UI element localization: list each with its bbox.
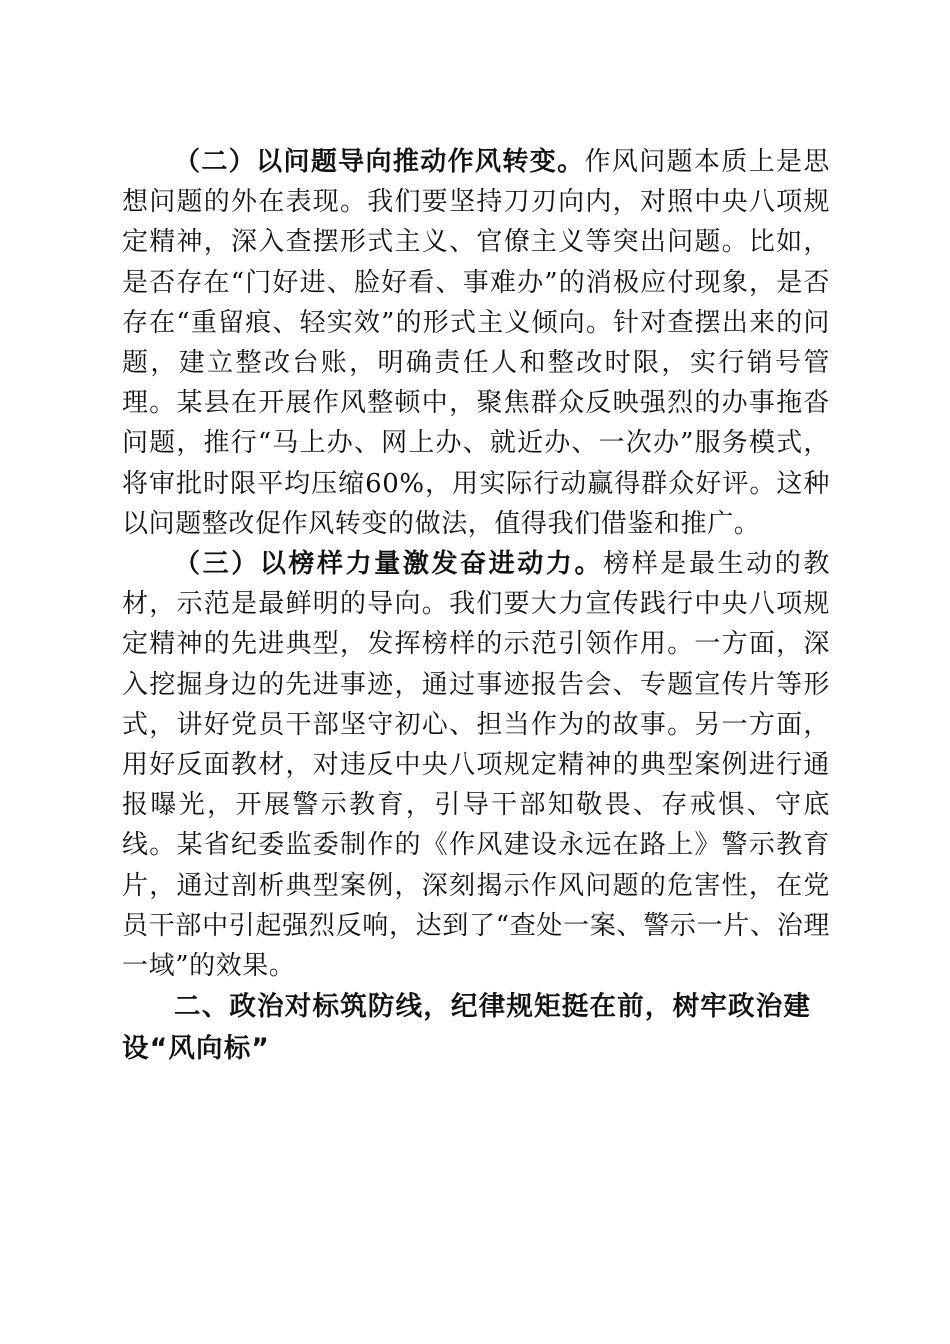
document-body xyxy=(122,142,830,1070)
paragraph-section-2 xyxy=(122,142,830,544)
paragraph-lead-section-3: （三）以榜样力量激发奋进动力。 xyxy=(174,549,604,580)
paragraph-lead-section-2: （二）以问题导向推动作风转变。 xyxy=(174,147,585,177)
paragraph-body-section-3: 榜样是最生动的教材，示范是最鲜明的导向。我们要大力宣传践行中央八项规定精神的先进典型，发挥榜样的示范引领作用。一方面，深入挖掘身边的先进事迹，通过事迹报告会、专题宣传片等形式，讲好党员干部坚守初心、担当作为的故事。另一方面，用好反面教材，对违反中央八项规定精神的典型案例进行通报曝光，开展警示教育，引导干部知敬畏、存戒惧、守底线。某省纪委监委制作的《作风建设永远在路上》警示教育片，通过剖析典型案例，深刻揭示作风问题的危害性，在党员干部中引起强烈反响，达到了“查处一案、警示一片、治理一域”的效果。 xyxy=(122,549,830,982)
paragraph-section-3 xyxy=(122,544,830,986)
section-heading: 二、政治对标筑防线，纪律规矩挺在前，树牢政治建设“风向标” xyxy=(122,991,812,1065)
paragraph-body-section-2: 作风问题本质上是思想问题的外在表现。我们要坚持刀刃向内，对照中央八项规定精神，深入查摆形式主义、官僚主义等突出问题。比如，是否存在“门好进、脸好看、事难办”的消极应付现象，是否存在“重留痕、轻实效”的形式主义倾向。针对查摆出来的问题，建立整改台账，明确责任人和整改时限，实行销号管理。某县在开展作风整顿中，聚焦群众反映强烈的办事拖沓问题，推行“马上办、网上办、就近办、一次办”服务模式，将审批时限平均压缩60%，用实际行动赢得群众好评。这种以问题整改促作风转变的做法，值得我们借鉴和推广。 xyxy=(122,147,830,539)
